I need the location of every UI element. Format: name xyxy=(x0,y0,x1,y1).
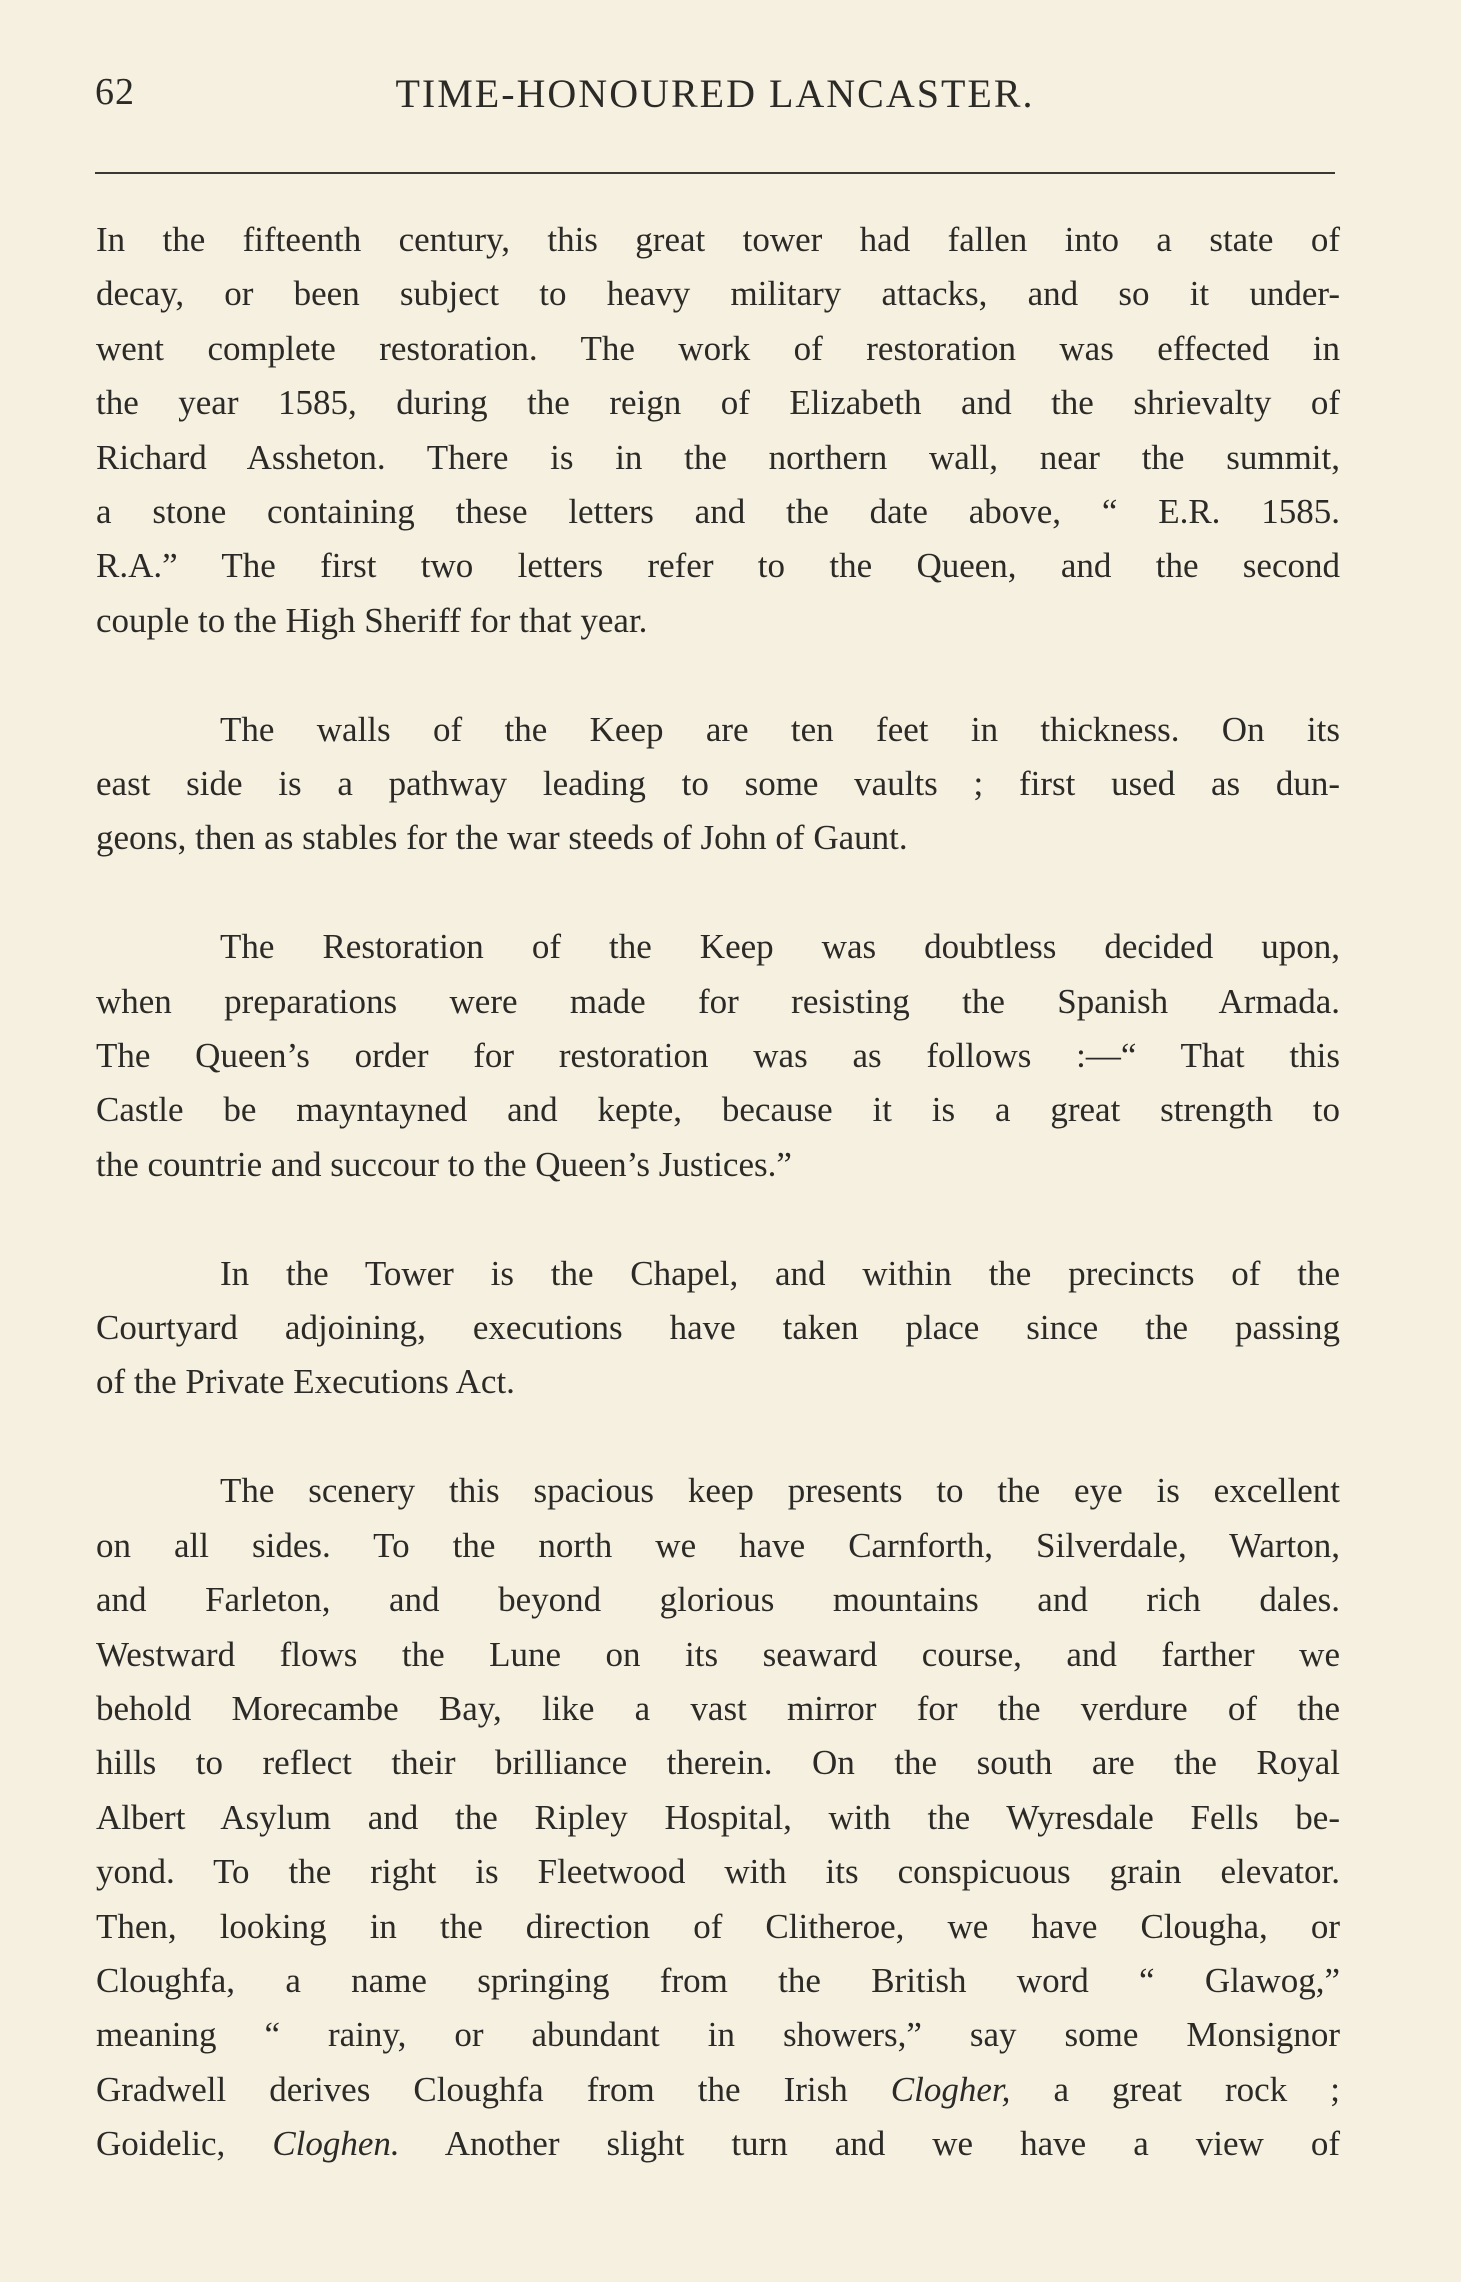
paragraph-1 xyxy=(96,213,1340,648)
text-line: couple to the High Sheriff for that year. xyxy=(96,600,648,640)
text-line xyxy=(96,2063,1340,2117)
paragraph-3 xyxy=(96,920,1340,1192)
text-line: Westward flows the Lune on its seaward course, and farther we xyxy=(96,1634,1340,1674)
text-line: In the Tower is the Chapel, and within the precincts of the xyxy=(220,1253,1340,1293)
text-line: and Farleton, and beyond glorious mountains and rich dales. xyxy=(96,1580,1340,1620)
paragraph-gap xyxy=(96,866,1340,920)
text-line: Cloughfa, a name springing from the British word “ Glawog,” xyxy=(96,1960,1340,2000)
text-line: Castle be mayntayned and kepte, because it is a great strength to xyxy=(96,1090,1340,1130)
text-line: east side is a pathway leading to some vaults ; first used as dun- xyxy=(96,764,1340,804)
text-line: The scenery this spacious keep presents to the eye is excellent xyxy=(220,1471,1340,1511)
text-line: a stone containing these letters and the date above, “ E.R. 1585. xyxy=(96,492,1340,532)
text-segment: Gradwell derives Cloughfa from the Irish xyxy=(96,2069,848,2109)
text-line: R.A.” The first two letters refer to the Queen, and the second xyxy=(96,546,1340,586)
text-line: decay, or been subject to heavy military attacks, and so it under- xyxy=(96,274,1340,314)
paragraph-4 xyxy=(96,1247,1340,1410)
italic-term-clogher: Clogher, xyxy=(890,2069,1011,2109)
text-line: The Restoration of the Keep was doubtless decided upon, xyxy=(220,927,1340,967)
paragraph-5 xyxy=(96,1464,1340,2171)
text-line: Then, looking in the direction of Clitheroe, we have Clougha, or xyxy=(96,1906,1340,1946)
italic-term-cloghen: Cloghen. xyxy=(272,2124,400,2164)
body-text xyxy=(96,213,1340,2172)
text-line: Albert Asylum and the Ripley Hospital, with the Wyresdale Fells be- xyxy=(96,1797,1340,1837)
text-line: geons, then as stables for the war steeds of John of Gaunt. xyxy=(96,818,908,858)
text-line: yond. To the right is Fleetwood with its conspicuous grain elevator. xyxy=(96,1852,1340,1892)
text-line: behold Morecambe Bay, like a vast mirror for the verdure of the xyxy=(96,1688,1340,1728)
text-line: The Queen’s order for restoration was as follows :—“ That this xyxy=(96,1036,1340,1076)
text-line: meaning “ rainy, or abundant in showers,” say some Monsignor xyxy=(96,2015,1340,2055)
text-line: went complete restoration. The work of restoration was effected in xyxy=(96,328,1340,368)
page-number: 62 xyxy=(95,71,135,113)
text-line xyxy=(96,2117,1340,2171)
text-line: Richard Assheton. There is in the northern wall, near the summit, xyxy=(96,437,1340,477)
paragraph-gap xyxy=(96,1192,1340,1246)
text-line: Courtyard adjoining, executions have taken place since the passing xyxy=(96,1308,1340,1348)
text-line: In the fifteenth century, this great tower had fallen into a state of xyxy=(96,220,1340,259)
header-rule xyxy=(95,172,1335,174)
text-segment: Goidelic, xyxy=(96,2124,226,2164)
page-header xyxy=(95,70,1335,120)
text-segment: Another slight turn and we have a view of xyxy=(444,2124,1340,2164)
paragraph-gap xyxy=(96,648,1340,702)
text-line: The walls of the Keep are ten feet in thickness. On its xyxy=(220,709,1340,749)
text-line: when preparations were made for resisting the Spanish Armada. xyxy=(96,981,1340,1021)
text-segment: a great rock ; xyxy=(1053,2069,1340,2109)
text-line: hills to reflect their brilliance therein. On the south are the Royal xyxy=(96,1743,1340,1783)
text-line: on all sides. To the north we have Carnforth, Silverdale, Warton, xyxy=(96,1525,1340,1565)
text-line: of the Private Executions Act. xyxy=(96,1362,515,1402)
text-line: the countrie and succour to the Queen’s Justices.” xyxy=(96,1144,792,1184)
paragraph-2 xyxy=(96,703,1340,866)
running-title: TIME-HONOURED LANCASTER. xyxy=(395,71,1035,116)
paragraph-gap xyxy=(96,1410,1340,1464)
text-line: the year 1585, during the reign of Elizabeth and the shrievalty of xyxy=(96,383,1340,423)
